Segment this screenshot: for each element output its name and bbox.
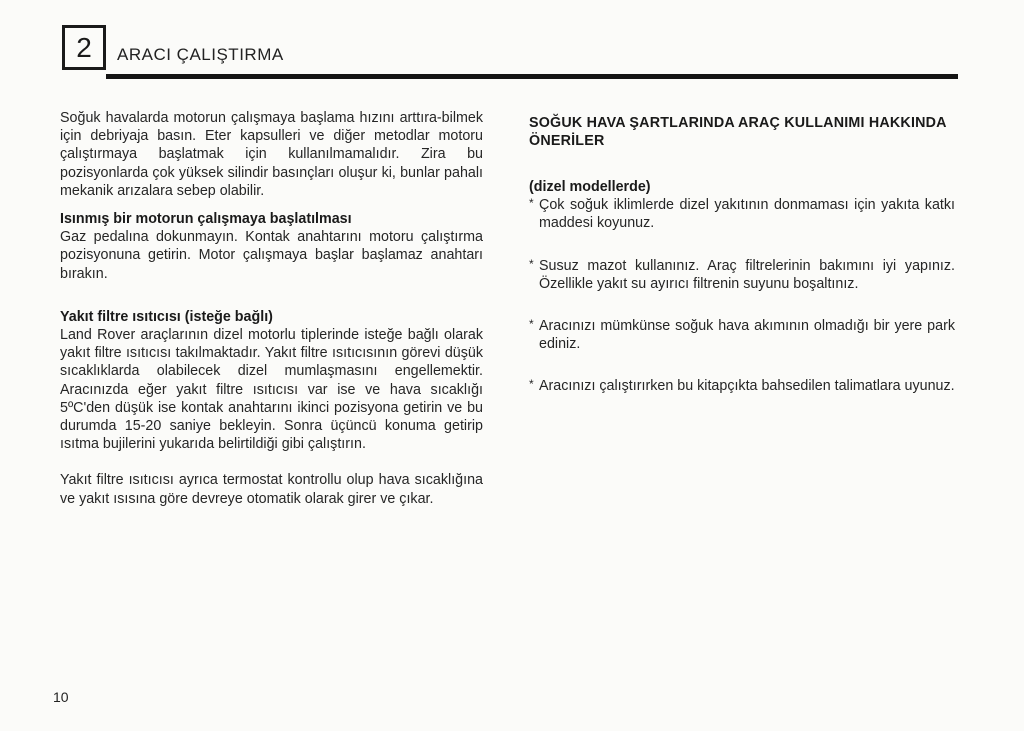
list-item bbox=[529, 257, 955, 293]
bullet-mark: * bbox=[529, 377, 534, 392]
bullet-text: Aracınızı çalıştırırken bu kitapçıkta bahsedilen talimatlara uyunuz. bbox=[539, 378, 955, 395]
fuel-heater-thermostat-paragraph: Yakıt filtre ısıtıcısı ayrıca termostat kontrollu olup hava sıcaklığına ve yakıt ısısına göre devreye otomatik olarak girer ve çıkar. bbox=[60, 472, 483, 507]
warm-engine-heading: Isınmış bir motorun çalışmaya başlatılması bbox=[60, 211, 352, 228]
page-number: 10 bbox=[53, 689, 69, 705]
diesel-models-subheading: (dizel modellerde) bbox=[529, 179, 651, 195]
header-rule bbox=[106, 74, 958, 79]
right-column bbox=[529, 114, 955, 396]
bullet-mark: * bbox=[529, 256, 534, 271]
cold-start-paragraph: Soğuk havalarda motorun çalışmaya başlama hızını arttıra-bilmek için debriyaja basın. Eter kapsulleri ve diğer metodlar motoru çalıştırmaya başlatmak için kullanılmamalıdır. Zira bu pozisyonlarda çok yüksek silindir basınçları oluşur ki, bunlar pahalı mekanik arızalara sebep olabilir. bbox=[60, 110, 483, 199]
chapter-number-box bbox=[62, 25, 106, 70]
list-item bbox=[529, 196, 955, 232]
bullet-mark: * bbox=[529, 317, 534, 332]
bullet-text: Aracınızı mümkünse soğuk hava akımının olmadığı bir yere park ediniz. bbox=[539, 318, 955, 353]
bullet-text: Susuz mazot kullanınız. Araç filtrelerinin bakımını iyi yapınız. Özellikle yakıt su ayırıcı filtrenin suyunu boşaltınız. bbox=[539, 257, 955, 292]
list-item bbox=[529, 317, 955, 353]
fuel-heater-heading: Yakıt filtre ısıtıcısı (isteğe bağlı) bbox=[60, 308, 273, 325]
left-column bbox=[60, 109, 483, 508]
cold-weather-heading: SOĞUK HAVA ŞARTLARINDA ARAÇ KULLANIMI HAKKINDA ÖNERİLER bbox=[529, 115, 947, 149]
list-item bbox=[529, 377, 955, 395]
warm-engine-paragraph: Gaz pedalına dokunmayın. Kontak anahtarını motoru çalıştırma pozisyonuna getirin. Motor çalışmaya başlar başlamaz anahtarı bırakın. bbox=[60, 229, 483, 282]
chapter-title: ARACI ÇALIŞTIRMA bbox=[117, 45, 284, 64]
bullet-mark: * bbox=[529, 196, 534, 211]
bullet-text: Çok soğuk iklimlerde dizel yakıtının donmaması için yakıta katkı maddesi koyunuz. bbox=[539, 197, 955, 232]
chapter-number: 2 bbox=[76, 31, 92, 63]
fuel-heater-paragraph: Land Rover araçlarının dizel motorlu tiplerinde isteğe bağlı olarak yakıt filtre ısıtıcısı takılmaktadır. Yakıt filtre ısıtıcısının görevi düşük sıcaklıklarda olabilecek dizel mumlaşmasını engellemektir. Aracınızda eğer yakıt filtre ısıtıcısı var ise ve hava sıcaklığı 5ºC'den düşük ise kontak anahtarını ikinci pozisyona getirin ve bu durumda 15-20 saniye bekleyin. Sonra üçüncü konuma getirip ısıtma bujilerini yukarıda belirtildiği gibi çalıştırın. bbox=[60, 327, 483, 453]
